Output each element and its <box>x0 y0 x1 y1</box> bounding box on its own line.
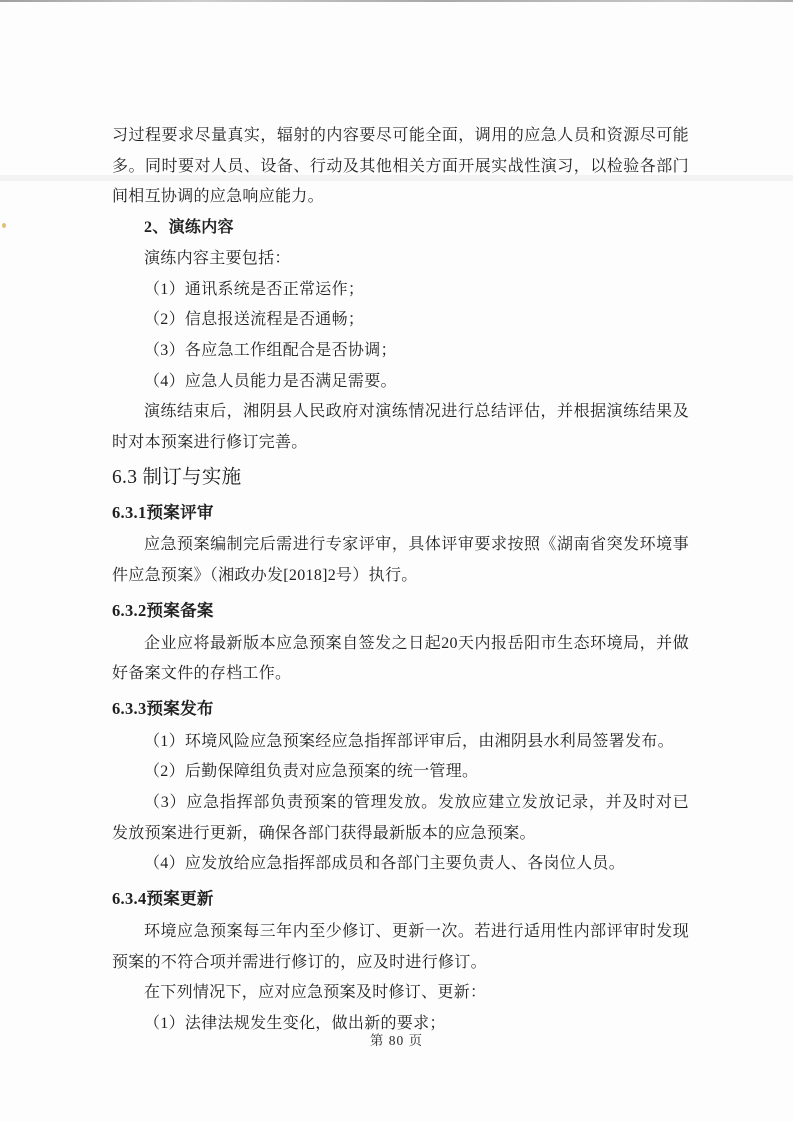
paragraph-drill-content-intro: 演练内容主要包括： <box>144 249 291 267</box>
subsection-heading-6-3-2: 6.3.2预案备案 <box>112 600 214 620</box>
paragraph-update-conditions-intro: 在下列情况下，应对应急预案及时修订、更新： <box>144 984 487 1002</box>
release-item-2: （2）后勤保障组负责对应急预案的统一管理。 <box>144 763 479 781</box>
scan-top-edge-artifact <box>0 0 793 2</box>
paragraph-plan-filing: 企业应将最新版本应急预案自签发之日起20天内报岳阳市生态环境局，并做好备案文件的存档工作。 <box>112 634 689 683</box>
list-item-4: （4）应急人员能力是否满足需要。 <box>144 372 397 390</box>
release-item-1: （1）环境风险应急预案经应急指挥部评审后，由湘阴县水利局签署发布。 <box>144 732 674 750</box>
list-item-3: （3）各应急工作组配合是否协调； <box>144 341 397 359</box>
list-item-1: （1）通讯系统是否正常运作； <box>144 280 365 298</box>
paragraph-drill-requirements: 习过程要求尽量真实，辐射的内容要尽可能全面，调用的应急人员和资源尽可能多。同时要对人员、设备、行动及其他相关方面开展实战性演习，以检验各部门间相互协调的应急响应能力。 <box>112 127 689 206</box>
paragraph-plan-update: 环境应急预案每三年内至少修订、更新一次。若进行适用性内部评审时发现预案的不符合项并需进行修订的，应及时进行修订。 <box>112 922 689 971</box>
release-item-3: （3）应急指挥部负责预案的管理发放。发放应建立发放记录，并及时对已发放预案进行更新，确保各部门获得最新版本的应急预案。 <box>112 794 689 842</box>
list-item-2: （2）信息报送流程是否通畅； <box>144 311 365 329</box>
subsection-heading-6-3-4: 6.3.4预案更新 <box>112 889 214 909</box>
page-number: 第 80 页 <box>369 1033 424 1048</box>
document-body <box>112 121 689 1040</box>
scan-speck-artifact <box>2 223 6 228</box>
update-condition-item-1: （1）法律法规发生变化，做出新的要求； <box>144 1014 446 1032</box>
subsection-heading-6-3-3: 6.3.3预案发布 <box>112 698 214 718</box>
paragraph-drill-evaluation: 演练结束后，湘阴县人民政府对演练情况进行总结评估，并根据演练结果及时对本预案进行修订完善。 <box>112 403 689 452</box>
numbered-heading-drill-content: 2、演练内容 <box>144 219 234 237</box>
section-heading-6-3: 6.3 制订与实施 <box>112 466 242 488</box>
subsection-heading-6-3-1: 6.3.1预案评审 <box>112 502 214 522</box>
paragraph-plan-review: 应急预案编制完后需进行专家评审，具体评审要求按照《湖南省突发环境事件应急预案》（湘政办发[2018]2号）执行。 <box>112 536 689 585</box>
release-item-4: （4）应发放给应急指挥部成员和各部门主要负责人、各岗位人员。 <box>144 855 626 873</box>
